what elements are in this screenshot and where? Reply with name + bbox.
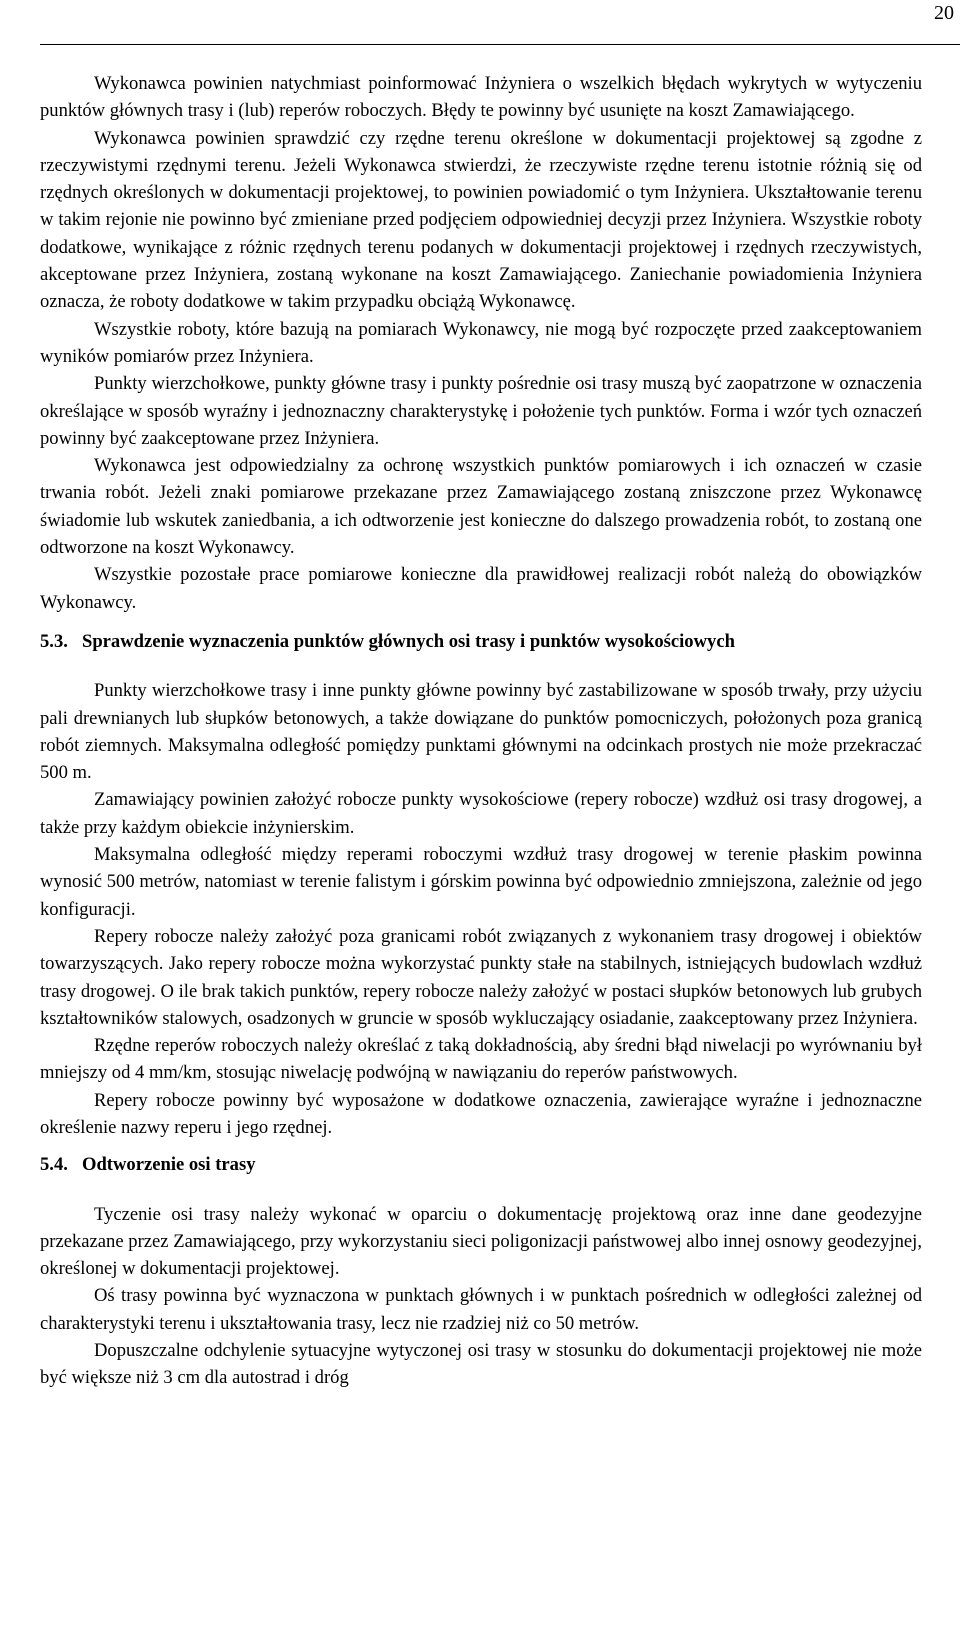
section-number: 5.4. (40, 1154, 68, 1176)
body-paragraph: Wykonawca powinien sprawdzić czy rzędne terenu określone w dokumentacji projektowej są zgodne z rzeczywistymi rzędnymi terenu. Jeżeli Wykonawca stwierdzi, że rzeczywiste rzędne terenu istotnie różnią się od rzędnych określonych w dokumentacji projektowej, to powinien powiadomić o tym Inżyniera. Ukształtowanie terenu w takim rejonie nie powinno być zmieniane przed podjęciem odpowiedniej decyzji przez Inżyniera. Wszystkie roboty dodatkowe, wynikające z różnic rzędnych terenu podanych w dokumentacji projektowej i rzędnych rzeczywistych, akceptowane przez Inżyniera, zostaną wykonane na koszt Zamawiającego. Zaniechanie powiadomienia Inżyniera oznacza, że roboty dodatkowe w takim przypadku obciążą Wykonawcę. (40, 127, 922, 313)
document-body (40, 70, 922, 1392)
section-number: 5.3. (40, 630, 68, 652)
page-header (0, 0, 960, 48)
body-paragraph: Dopuszczalne odchylenie sytuacyjne wytyczonej osi trasy w stosunku do dokumentacji projektowej nie może być większe niż 3 cm dla autostrad i dróg (40, 1340, 922, 1389)
body-paragraph: Oś trasy powinna być wyznaczona w punktach głównych i w punktach pośrednich w odległości zależnej od charakterystyki terenu i ukształtowania trasy, lecz nie rzadziej niż co 50 metrów. (40, 1285, 922, 1334)
section-heading-5-4 (40, 1151, 922, 1178)
body-paragraph: Maksymalna odległość między reperami roboczymi wzdłuż trasy drogowej w terenie płaskim powinna wynosić 500 metrów, natomiast w terenie falistym i górskim powinna być odpowiednio zmniejszona, zależnie od jego konfiguracji. (40, 844, 922, 920)
page-number: 20 (934, 2, 954, 24)
body-paragraph: Zamawiający powinien założyć robocze punkty wysokościowe (repery robocze) wzdłuż osi trasy drogowej, a także przy każdym obiekcie inżynierskim. (40, 789, 922, 838)
body-paragraph: Repery robocze należy założyć poza granicami robót związanych z wykonaniem trasy drogowej i obiektów towarzyszących. Jako repery robocze można wykorzystać punkty stałe na stabilnych, istniejących budowlach wzdłuż trasy drogowej. O ile brak takich punktów, repery robocze należy założyć w postaci słupków betonowych lub grubych kształtowników stalowych, osadzonych w gruncie w sposób wykluczający osiadanie, zaakceptowany przez Inżyniera. (40, 925, 922, 1029)
section-title: Odtworzenie osi trasy (82, 1154, 256, 1176)
body-paragraph: Tyczenie osi trasy należy wykonać w oparciu o dokumentację projektową oraz inne dane geodezyjne przekazane przez Zamawiającego, przy wykorzystaniu sieci poligonizacji państwowej albo innej osnowy geodezyjnej, określonej w dokumentacji projektowej. (40, 1203, 922, 1280)
body-paragraph: Punkty wierzchołkowe, punkty główne trasy i punkty pośrednie osi trasy muszą być zaopatrzone w oznaczenia określające w sposób wyraźny i jednoznaczny charakterystykę i położenie tych punktów. Forma i wzór tych oznaczeń powinny być zaakceptowane przez Inżyniera. (40, 373, 922, 449)
body-paragraph: Wykonawca jest odpowiedzialny za ochronę wszystkich punktów pomiarowych i ich oznaczeń w czasie trwania robót. Jeżeli znaki pomiarowe przekazane przez Zamawiającego zostaną zniszczone przez Wykonawcę świadomie lub wskutek zaniedbania, a ich odtworzenie jest konieczne do dalszego prowadzenia robót, to zostaną one odtworzone na koszt Wykonawcy. (40, 455, 922, 559)
section-title: Sprawdzenie wyznaczenia punktów głównych osi trasy i punktów wysokościowych (82, 630, 735, 652)
header-rule (40, 44, 960, 45)
body-paragraph: Repery robocze powinny być wyposażone w dodatkowe oznaczenia, zawierające wyraźne i jednoznaczne określenie nazwy reperu i jego rzędnej. (40, 1089, 922, 1138)
body-paragraph: Wszystkie roboty, które bazują na pomiarach Wykonawcy, nie mogą być rozpoczęte przed zaakceptowaniem wyników pomiarów przez Inżyniera. (40, 318, 922, 367)
body-paragraph: Wszystkie pozostałe prace pomiarowe konieczne dla prawidłowej realizacji robót należą do obowiązków Wykonawcy. (40, 564, 922, 613)
body-paragraph: Wykonawca powinien natychmiast poinformować Inżyniera o wszelkich błędach wykrytych w wytyczeniu punktów głównych trasy i (lub) reperów roboczych. Błędy te powinny być usunięte na koszt Zamawiającego. (40, 73, 922, 122)
body-paragraph: Punkty wierzchołkowe trasy i inne punkty główne powinny być zastabilizowane w sposób trwały, przy użyciu pali drewnianych lub słupków betonowych, a także dowiązane do punktów pomocniczych, położonych poza granicą robót ziemnych. Maksymalna odległość pomiędzy punktami głównymi na odcinkach prostych nie może przekraczać 500 m. (40, 680, 922, 784)
section-heading-5-3 (40, 628, 922, 655)
body-paragraph: Rzędne reperów roboczych należy określać z taką dokładnością, aby średni błąd niwelacji po wyrównaniu był mniejszy od 4 mm/km, stosując niwelację podwójną w nawiązaniu do reperów państwowych. (40, 1035, 922, 1084)
